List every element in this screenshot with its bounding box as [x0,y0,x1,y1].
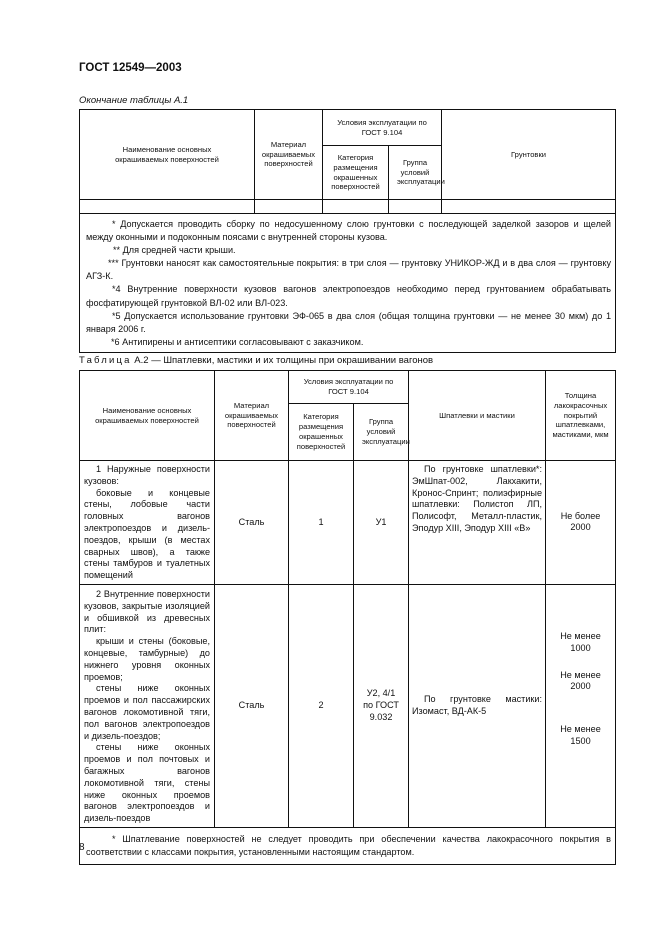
row2-surface-passenger: стены ниже оконных проемов и пол пассажирских вагонов локомотивной тяги, пол вагонов электропоездов и дизель-поездов; [84,683,210,741]
table-a1 [79,109,616,353]
t1-note-5: *5 Допускается использование грунтовки ЭФ-065 в два слоя (общая толщина грунтовки — не менее 30 мкм) до 1 января 2006 г. [86,310,612,334]
row1-group: У1 [354,461,409,585]
row1-fillers-text: По грунтовке шпатлевки*: ЭмШпат-002, Лакхакити, Кронос-Спринт; полиэфирные шпатлевки: Полистоп ЛП, Полисофт, Металл-пластик, Эподур XIII, Эподур XIII «В» [412,464,543,533]
t2-col-conditions: Условия эксплуатации по ГОСТ 9.104 [289,371,409,404]
row2-fillers [409,584,546,827]
row1-thickness: Не более 2000 [546,461,616,585]
t1-col-material: Материал окрашиваемых поверхностей [255,110,323,200]
row2-material: Сталь [215,584,289,827]
document-header: ГОСТ 12549—2003 [79,62,182,74]
t2-col-surface: Наименование основных окрашиваемых поверхностей [80,371,215,461]
t1-col-group: Группа условий эксплуатации [389,146,442,200]
row1-surface-title: 1 Наружные поверхности кузовов: [84,464,210,486]
table-row [80,461,616,585]
t2-col-fillers: Шпатлевки и мастики [409,371,546,461]
row2-group: У2, 4/1 по ГОСТ 9.032 [354,584,409,827]
table-row [80,584,616,827]
t2-col-category: Категория размещения окрашенных поверхностей [289,404,354,461]
table1-caption: Окончание таблицы А.1 [79,95,189,106]
page-number: 8 [79,842,85,853]
t1-col-category: Категория размещения окрашенных поверхностей [323,146,389,200]
row1-surface [80,461,215,585]
t2-col-material: Материал окрашиваемых поверхностей [215,371,289,461]
t2-col-group: Группа условий эксплуатации [354,404,409,461]
row2-fillers-text: По грунтовке мастики: Изомаст, ВД-АК-5 [412,694,543,716]
t2-col-thickness: Толщина лакокрасочных покрытий шпатлевками, мастиками, мкм [546,371,616,461]
row2-category: 2 [289,584,354,827]
row2-thickness-2: Не менее 2000 [560,669,601,692]
t1-col-primers: Грунтовки [442,110,616,200]
t1-col-conditions: Условия эксплуатации по ГОСТ 9.104 [323,110,442,146]
row2-surface-mail: стены ниже оконных проемов и пол почтовых и багажных вагонов локомотивной тяги, стены ниже оконных проемов вагонов электропоездов и дизель-поездов [84,742,210,824]
t1-col-surface: Наименование основных окрашиваемых поверхностей [80,110,255,200]
t1-notes [80,214,616,353]
table2-caption-text: А.2 — Шпатлевки, мастики и их толщины при окрашивании вагонов [134,355,434,366]
row2-surface-roofs: крыши и стены (боковые, концевые, тамбурные) до нижнего уровня оконных проемов; [84,636,210,682]
row2-thickness [546,584,616,827]
row2-thickness-1: Не менее 1000 [560,630,601,653]
t1-note-2: ** Для средней части крыши. [113,245,236,256]
t1-note-1: * Допускается проводить сборку по недосушенному слою грунтовки с последующей заделкой зазоров и щелей между оконными и подоконным поясами с внутренней стороны кузова. [86,219,612,243]
t1-note-4: *4 Внутренние поверхности кузовов вагонов электропоездов необходимо перед грунтованием обрабатывать фосфатирующей грунтовкой ВЛ-02 или ВЛ-023. [86,284,612,308]
t2-note [80,827,616,864]
table2-caption [79,355,433,366]
table2-caption-prefix: Таблица [79,355,132,366]
row1-material: Сталь [215,461,289,585]
row1-category: 1 [289,461,354,585]
row1-fillers [409,461,546,585]
row2-surface-title: 2 Внутренние поверхности кузовов, закрытые изоляцией и обшивкой из древесных плит: [84,588,210,635]
row2-surface [80,584,215,827]
t1-note-6: *6 Антипирены и антисептики согласовывают с заказчиком. [111,336,364,347]
t1-note-3: *** Грунтовки наносят как самостоятельные покрытия: в три слоя — грунтовку УНИКОР-ЖД и в два слоя — грунтовку АГЗ-К. [86,258,612,282]
t2-note-text: * Шпатлевание поверхностей не следует проводить при обеспечении качества лакокрасочного покрытия в соответствии с классами покрытия, установленными настоящим стандартом. [86,834,612,858]
row1-surface-text: боковые и концевые стены, лобовые части головных вагонов электропоездов и дизель-поездов, крыши (в местах сварных швов), а также стены тамбуров и туалетных помещений [84,487,210,581]
row2-thickness-3: Не менее 1500 [560,724,601,746]
table-a2 [79,370,616,865]
